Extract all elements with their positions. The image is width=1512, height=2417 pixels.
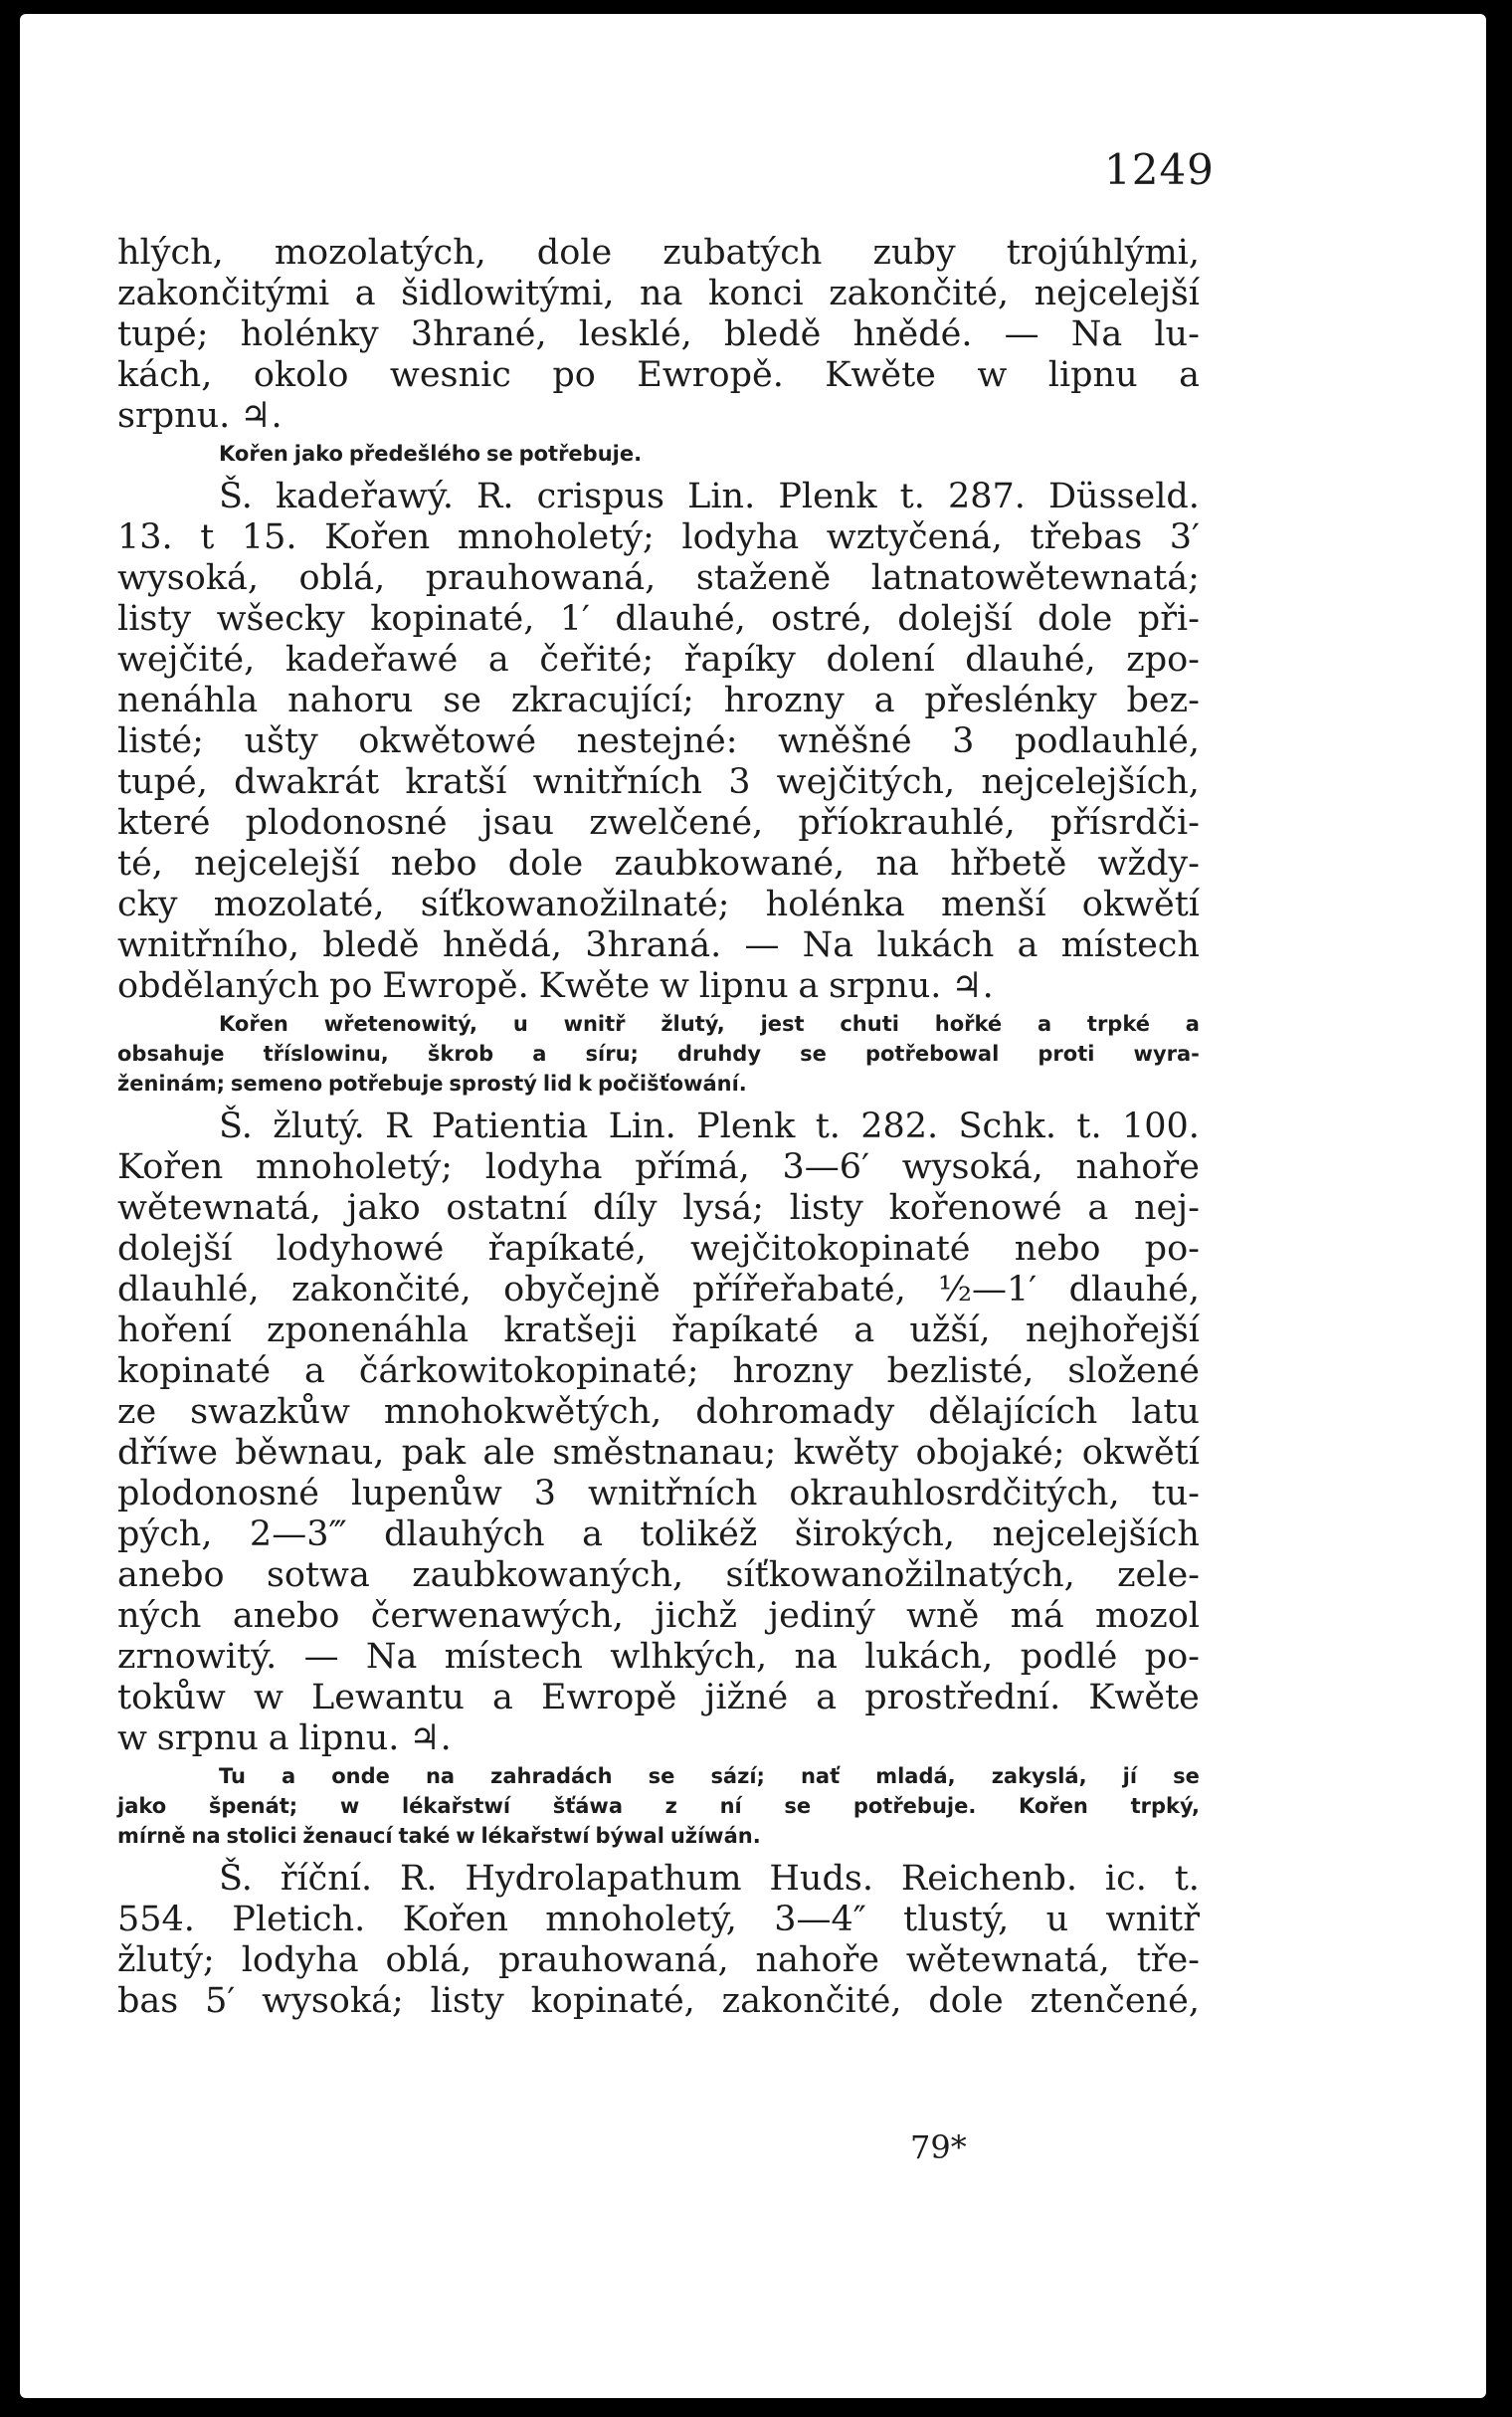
text-line: zakončitými a šidlowitými, na konci zakončité, nejcelejší (117, 274, 1200, 313)
text-line: dolejší lodyhowé řapíkaté, wejčitokopinaté nebo po- (117, 1229, 1200, 1269)
text-line: žlutý; lodyha oblá, prauhowaná, nahoře wětewnatá, tře- (117, 1940, 1200, 1980)
paragraph-3 (117, 1107, 1200, 1759)
text-line: pých, 2—3‴ dlauhých a tolikéž širokých, nejcelejších (117, 1514, 1200, 1554)
note-line: jako špenát; w lékařstwí šťáwa z ní se potřebuje. Kořen trpký, (117, 1794, 1200, 1818)
text-line: wnitřního, bledě hnědá, 3hraná. — Na lukách a místech (117, 925, 1200, 965)
text-line: wětewnatá, jako ostatní díly lysá; listy kořenowé a nej- (117, 1188, 1200, 1228)
signature-mark: 79* (910, 2128, 967, 2166)
text-line: kopinaté a čárkowitokopinaté; hrozny bezlisté, složené (117, 1351, 1200, 1391)
text-line: hoření zponenáhla kratšeji řapíkaté a užší, nejhořejší (117, 1310, 1200, 1350)
text-line: hlých, mozolatých, dole zubatých zuby trojúhlými, (117, 233, 1200, 273)
text-line: 554. Pletich. Kořen mnoholetý, 3—4″ tlustý, u wnitř (117, 1900, 1200, 1939)
text-line: wysoká, oblá, prauhowaná, staženě latnatowětewnatá; (117, 558, 1200, 598)
page-text (117, 233, 1200, 2022)
text-line: cky mozolaté, síťkowanožilnaté; holénka menší okwětí (117, 885, 1200, 924)
text-line: tokůw w Lewantu a Ewropě jižné a prostřední. Kwěte (117, 1678, 1200, 1717)
text-line: Š. žlutý. R Patientia Lin. Plenk t. 282. Schk. t. 100. (219, 1107, 1200, 1146)
note-line: Tu a onde na zahradách se sází; nať mladá, zakyslá, jí se (219, 1764, 1200, 1788)
text-line: nenáhla nahoru se zkracující; hrozny a přeslénky bez- (117, 681, 1200, 720)
text-line: tupé, dwakrát kratší wnitřních 3 wejčitých, nejcelejších, (117, 762, 1200, 802)
paragraph-1 (117, 233, 1200, 437)
text-line: obdělaných po Ewropě. Kwěte w lipnu a srpnu. ♃. (117, 966, 994, 1006)
note-line: obsahuje tříslowinu, škrob a síru; druhdy se potřebowal proti wyra- (117, 1042, 1200, 1066)
text-line: plodonosné lupenůw 3 wnitřních okrauhlosrdčitých, tu- (117, 1474, 1200, 1513)
text-line: které plodonosné jsau zwelčené, příokrauhlé, přísrdči- (117, 803, 1200, 843)
text-line: anebo sotwa zaubkowaných, síťkowanožilnatých, zele- (117, 1555, 1200, 1595)
text-line: dříwe běwnau, pak ale směstnanau; kwěty obojaké; okwětí (117, 1433, 1200, 1473)
text-line: ných anebo čerwenawých, jichž jediný wně má mozol (117, 1596, 1200, 1636)
text-line: srpnu. ♃. (117, 396, 283, 436)
text-line: Š. říční. R. Hydrolapathum Huds. Reichenb. ic. t. (219, 1859, 1200, 1899)
text-line: listy wšecky kopinaté, 1′ dlauhé, ostré, dolejší dole při- (117, 599, 1200, 639)
text-line: tupé; holénky 3hrané, lesklé, bledě hnědé. — Na lu- (117, 314, 1200, 354)
text-line: ze swazkůw mnohokwětých, dohromady dělajících latu (117, 1392, 1200, 1432)
note-line: Kořen jako předešlého se potřebuje. (219, 442, 643, 466)
note-2 (117, 1009, 1200, 1099)
text-line: Kořen mnoholetý; lodyha přímá, 3—6′ wysoká, nahoře (117, 1147, 1200, 1187)
book-page (20, 14, 1486, 2398)
page-number: 1249 (1104, 145, 1215, 194)
text-line: Š. kadeřawý. R. crispus Lin. Plenk t. 287. Düsseld. (219, 477, 1200, 516)
text-line: 13. t 15. Kořen mnoholetý; lodyha wztyčená, třebas 3′ (117, 517, 1200, 557)
text-line: dlauhlé, zakončité, obyčejně přířeřabaté, ½—1′ dlauhé, (117, 1270, 1200, 1309)
paragraph-2 (117, 477, 1200, 1007)
paragraph-4 (117, 1859, 1200, 2022)
text-line: listé; ušty okwětowé nestejné: wněšné 3 podlauhlé, (117, 721, 1200, 761)
text-line: wejčité, kadeřawé a čeřité; řapíky dolení dlauhé, zpo- (117, 640, 1200, 680)
note-3 (117, 1761, 1200, 1851)
text-line: zrnowitý. — Na místech wlhkých, na lukách, podlé po- (117, 1637, 1200, 1677)
text-line: kách, okolo wesnic po Ewropě. Kwěte w lipnu a (117, 355, 1200, 395)
note-line: Kořen wřetenowitý, u wnitř žlutý, jest chuti hořké a trpké a (219, 1012, 1200, 1036)
text-line: w srpnu a lipnu. ♃. (117, 1718, 452, 1758)
note-line: ženinám; semeno potřebuje sprostý lid k počišťowání. (117, 1072, 747, 1096)
note-line: mírně na stolici ženaucí také w lékařstwí býwal užíwán. (117, 1824, 761, 1848)
note-1 (117, 439, 1200, 469)
text-line: bas 5′ wysoká; listy kopinaté, zakončité, dole ztenčené, (117, 1981, 1200, 2021)
text-line: té, nejcelejší nebo dole zaubkowané, na hřbetě wždy- (117, 844, 1200, 884)
